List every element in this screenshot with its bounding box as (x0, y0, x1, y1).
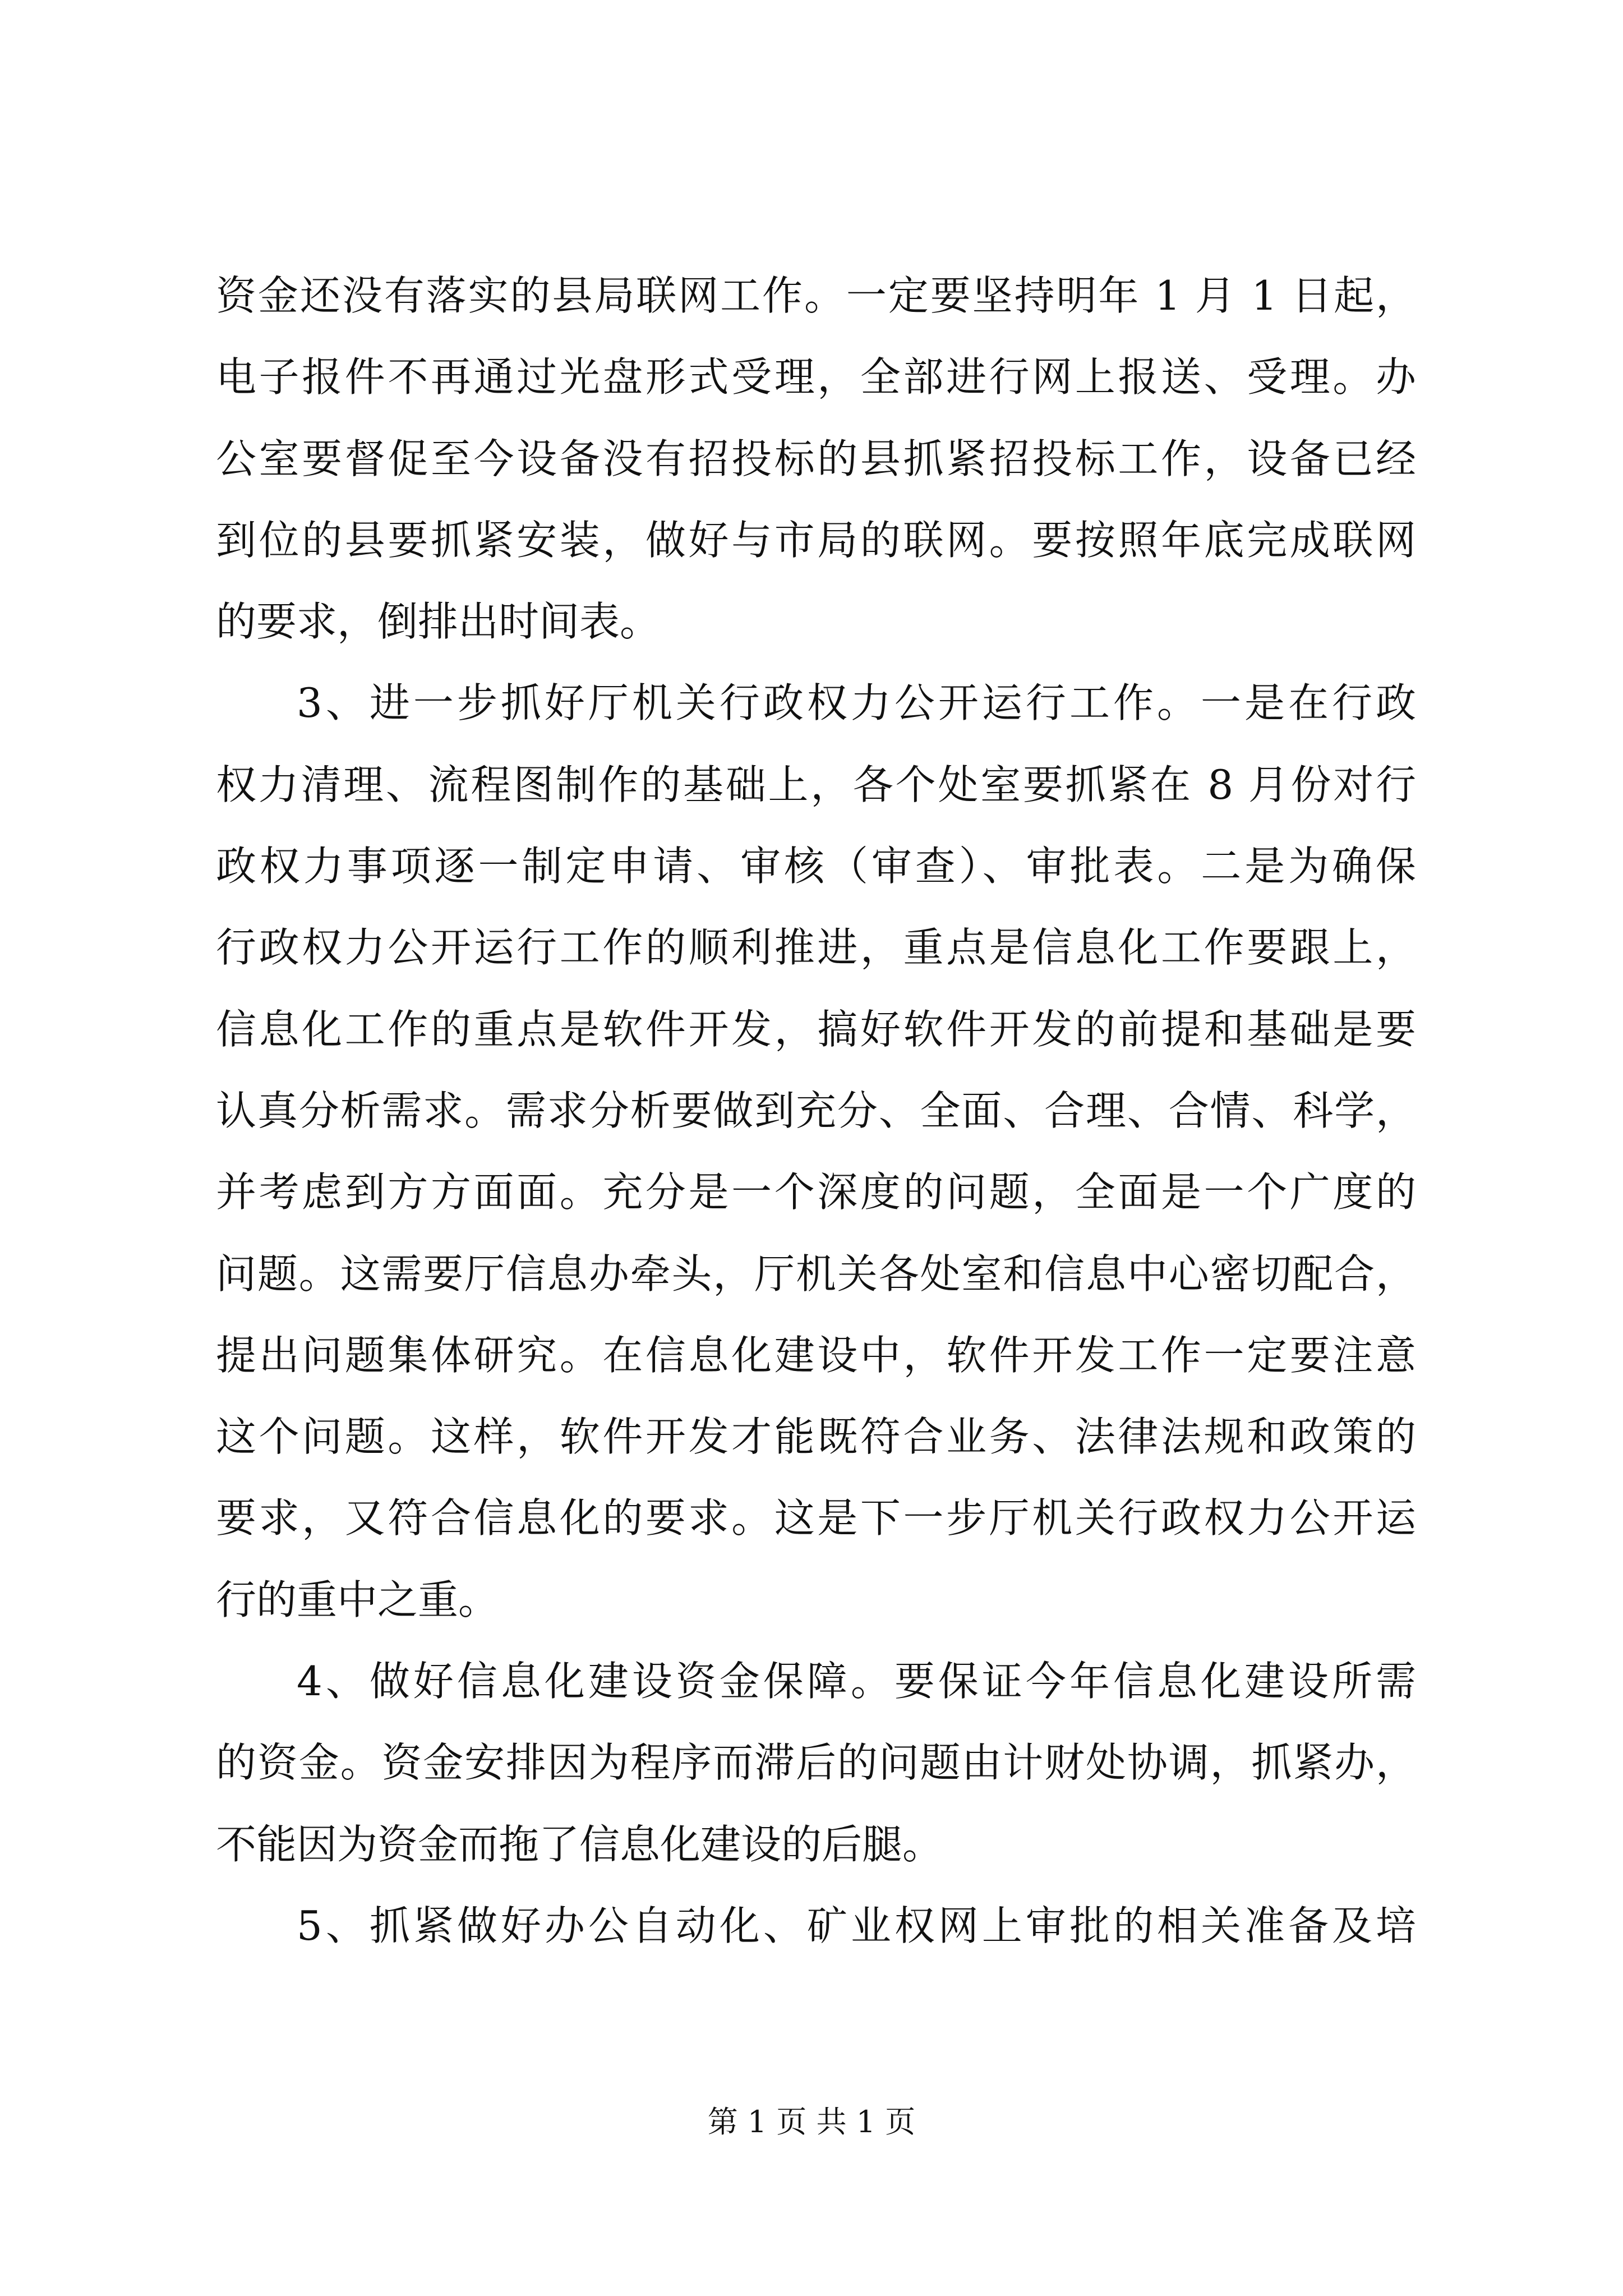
text-line: 问题。这需要厅信息办牵头，厅机关各处室和信息中心密切配合， (216, 1250, 1416, 1297)
text-line: 政权力事项逐一制定申请、审核（审查）、审批表。二是为确保 (216, 843, 1416, 890)
text-line: 电子报件不再通过光盘形式受理，全部进行网上报送、受理。办 (216, 353, 1416, 401)
text-line: 的要求，倒排出时间表。 (216, 598, 661, 646)
text-line: 这个问题。这样，软件开发才能既符合业务、法律法规和政策的 (216, 1413, 1416, 1461)
text-line: 3、进一步抓好厅机关行政权力公开运行工作。一是在行政 (297, 679, 1416, 727)
text-line: 资金还没有落实的县局联网工作。一定要坚持明年 1 月 1 日起， (216, 272, 1416, 319)
text-line: 权力清理、流程图制作的基础上，各个处室要抓紧在 8 月份对行 (216, 761, 1416, 808)
text-line: 要求，又符合信息化的要求。这是下一步厅机关行政权力公开运 (216, 1494, 1416, 1542)
text-line: 并考虑到方方面面。充分是一个深度的问题，全面是一个广度的 (216, 1168, 1416, 1216)
text-line: 认真分析需求。需求分析要做到充分、全面、合理、合情、科学， (216, 1087, 1416, 1134)
text-line: 的资金。资金安排因为程序而滞后的问题由计财处协调，抓紧办， (216, 1739, 1416, 1787)
text-line: 不能因为资金而拖了信息化建设的后腿。 (216, 1820, 943, 1868)
text-line: 提出问题集体研究。在信息化建设中，软件开发工作一定要注意 (216, 1331, 1416, 1379)
text-line: 信息化工作的重点是软件开发，搞好软件开发的前提和基础是要 (216, 1005, 1416, 1053)
text-line: 行的重中之重。 (216, 1576, 499, 1623)
text-line: 到位的县要抓紧安装，做好与市局的联网。要按照年底完成联网 (216, 516, 1416, 564)
text-line: 公室要督促至今设备没有招投标的县抓紧招投标工作，设备已经 (216, 435, 1416, 482)
page-footer: 第 1 页 共 1 页 (707, 2104, 916, 2139)
document-body (216, 255, 1416, 1967)
text-line: 5、抓紧做好办公自动化、矿业权网上审批的相关准备及培 (297, 1902, 1416, 1949)
text-line: 4、做好信息化建设资金保障。要保证今年信息化建设所需 (297, 1658, 1416, 1705)
text-line: 行政权力公开运行工作的顺利推进，重点是信息化工作要跟上， (216, 924, 1416, 972)
